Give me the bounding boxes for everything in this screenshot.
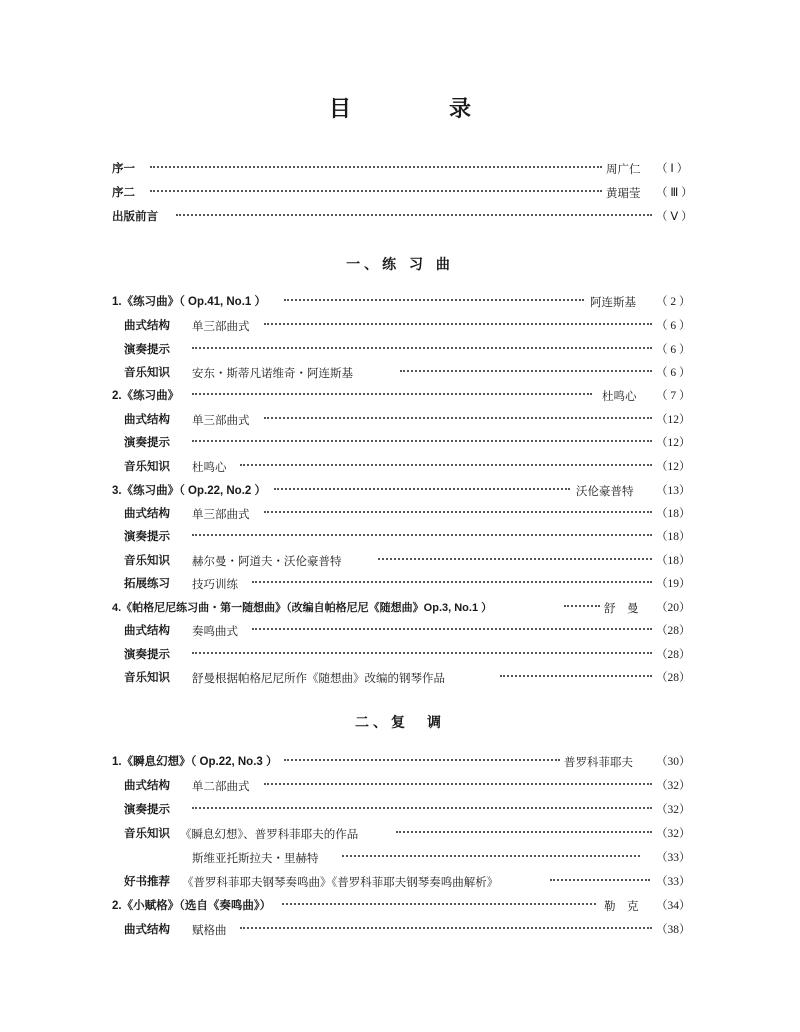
toc-entry[interactable] xyxy=(0,800,800,820)
dot-leader xyxy=(274,488,570,490)
section-heading: 一、练 习 曲 xyxy=(346,257,454,273)
toc-sub-label: 拓展练习 xyxy=(124,578,170,590)
toc-page: （33） xyxy=(656,852,691,864)
dot-leader xyxy=(252,628,652,630)
toc-page: （33） xyxy=(656,876,691,888)
toc-front-row[interactable] xyxy=(0,183,800,203)
toc-page: （19） xyxy=(656,578,691,590)
toc-label: 4.《帕格尼尼练习曲・第一随想曲》（改编自帕格尼尼《随想曲》Op.3, No.1 ） xyxy=(112,602,493,614)
dot-leader xyxy=(378,558,652,560)
toc-sub-label: 音乐知识 xyxy=(124,828,170,840)
toc-desc: 杜鸣心 xyxy=(192,460,227,474)
toc-sub-label: 音乐知识 xyxy=(124,461,170,473)
toc-page: （28） xyxy=(656,649,691,661)
toc-entry[interactable] xyxy=(0,340,800,360)
toc-entry[interactable] xyxy=(0,752,800,772)
toc-desc: 赋格曲 xyxy=(192,923,227,937)
toc-author: 阿连斯基 xyxy=(590,295,636,309)
toc-entry[interactable] xyxy=(0,410,800,430)
dot-leader xyxy=(192,807,652,809)
toc-label: 序二 xyxy=(112,187,135,199)
toc-page: （32） xyxy=(656,780,691,792)
toc-entry[interactable] xyxy=(0,504,800,524)
toc-desc: 单二部曲式 xyxy=(192,779,250,793)
toc-page: （ Ⅲ ） xyxy=(656,187,693,199)
toc-page: （38） xyxy=(656,924,691,936)
toc-entry[interactable] xyxy=(0,457,800,477)
toc-desc: 安东・斯蒂凡诺维奇・阿连斯基 xyxy=(192,366,353,380)
toc-entry[interactable] xyxy=(0,668,800,688)
dot-leader xyxy=(264,323,652,325)
toc-entry[interactable] xyxy=(0,848,800,868)
toc-entry[interactable] xyxy=(0,872,800,892)
toc-entry[interactable] xyxy=(0,386,800,406)
dot-leader xyxy=(264,783,652,785)
toc-desc: 奏鸣曲式 xyxy=(192,624,238,638)
toc-page: （ 7 ） xyxy=(656,390,691,402)
toc-entry[interactable] xyxy=(0,316,800,336)
toc-page: （34） xyxy=(656,900,691,912)
toc-author: 勒 克 xyxy=(604,899,639,913)
toc-front-row[interactable] xyxy=(0,207,800,227)
toc-sub-label: 曲式结构 xyxy=(124,320,170,332)
toc-sub-label: 曲式结构 xyxy=(124,924,170,936)
dot-leader xyxy=(150,166,602,168)
toc-page: （12） xyxy=(656,437,691,449)
dot-leader xyxy=(342,855,640,857)
toc-author: 周广仁 xyxy=(606,162,641,176)
toc-label: 2.《小赋格》（选自《奏鸣曲》） xyxy=(112,900,272,912)
dot-leader xyxy=(284,299,584,301)
toc-page: （ 6 ） xyxy=(656,367,691,379)
dot-leader xyxy=(396,831,652,833)
toc-label: 2.《练习曲》 xyxy=(112,390,180,402)
toc-page: （12） xyxy=(656,414,691,426)
dot-leader xyxy=(264,417,652,419)
toc-entry[interactable] xyxy=(0,598,800,618)
toc-label: 1.《练习曲》（ Op.41, No.1 ） xyxy=(112,296,266,308)
dot-leader xyxy=(240,927,652,929)
toc-page: （30） xyxy=(656,756,691,768)
toc-sub-label: 曲式结构 xyxy=(124,780,170,792)
toc-sub-label: 音乐知识 xyxy=(124,555,170,567)
dot-leader xyxy=(500,675,652,677)
dot-leader xyxy=(192,652,652,654)
toc-entry[interactable] xyxy=(0,896,800,916)
toc-label: 1.《瞬息幻想》（ Op.22, No.3 ） xyxy=(112,756,278,768)
toc-label: 出版前言 xyxy=(112,211,158,223)
toc-desc: 技巧训练 xyxy=(192,577,238,591)
dot-leader xyxy=(284,759,560,761)
toc-page: （13） xyxy=(656,485,691,497)
toc-label: 3.《练习曲》（ Op.22, No.2 ） xyxy=(112,485,266,497)
dot-leader xyxy=(264,511,652,513)
toc-entry[interactable] xyxy=(0,645,800,665)
toc-page: （28） xyxy=(656,625,691,637)
toc-entry[interactable] xyxy=(0,292,800,312)
toc-author: 杜鸣心 xyxy=(602,389,637,403)
dot-leader xyxy=(192,534,652,536)
toc-sub-label: 音乐知识 xyxy=(124,672,170,684)
section-heading: 二、复 调 xyxy=(355,715,445,731)
toc-sub-label: 演奏提示 xyxy=(124,649,170,661)
toc-front-row[interactable] xyxy=(0,159,800,179)
dot-leader xyxy=(240,464,652,466)
toc-page: （ 6 ） xyxy=(656,344,691,356)
toc-sub-label: 好书推荐 xyxy=(124,876,170,888)
toc-entry[interactable] xyxy=(0,621,800,641)
toc-sub-label: 曲式结构 xyxy=(124,508,170,520)
toc-entry[interactable] xyxy=(0,433,800,453)
toc-entry[interactable] xyxy=(0,574,800,594)
toc-entry[interactable] xyxy=(0,481,800,501)
dot-leader xyxy=(192,393,592,395)
toc-page: （32） xyxy=(656,804,691,816)
dot-leader xyxy=(176,214,652,216)
toc-page: （18） xyxy=(656,531,691,543)
toc-entry[interactable] xyxy=(0,920,800,940)
page-title: 目 录 xyxy=(328,96,509,122)
toc-page: （12） xyxy=(656,461,691,473)
toc-sub-label: 曲式结构 xyxy=(124,414,170,426)
toc-page: （ 2 ） xyxy=(656,296,691,308)
toc-sub-label: 曲式结构 xyxy=(124,625,170,637)
toc-desc: 单三部曲式 xyxy=(192,507,250,521)
dot-leader xyxy=(192,347,652,349)
toc-desc: 单三部曲式 xyxy=(192,413,250,427)
dot-leader xyxy=(150,190,602,192)
toc-desc: 《瞬息幻想》、普罗科菲耶夫的作品 xyxy=(180,827,359,841)
dot-leader xyxy=(550,879,650,881)
toc-entry[interactable] xyxy=(0,527,800,547)
toc-desc: 单三部曲式 xyxy=(192,319,250,333)
toc-page: （ Ⅰ ） xyxy=(656,163,689,175)
toc-entry[interactable] xyxy=(0,551,800,571)
toc-page: （28） xyxy=(656,672,691,684)
toc-desc: 《普罗科菲耶夫钢琴奏鸣曲》《普罗科菲耶夫钢琴奏鸣曲解析》 xyxy=(182,875,499,889)
toc-entry[interactable] xyxy=(0,363,800,383)
toc-desc: 斯维亚托斯拉夫・里赫特 xyxy=(192,851,319,865)
toc-page: （32） xyxy=(656,828,691,840)
toc-page: （18） xyxy=(656,508,691,520)
toc-desc: 赫尔曼・阿道夫・沃伦豪普特 xyxy=(192,554,342,568)
toc-sub-label: 演奏提示 xyxy=(124,344,170,356)
toc-sub-label: 演奏提示 xyxy=(124,804,170,816)
toc-label: 序一 xyxy=(112,163,135,175)
toc-page: （18） xyxy=(656,555,691,567)
toc-page: （20） xyxy=(656,602,691,614)
toc-author: 沃伦豪普特 xyxy=(576,484,634,498)
toc-sub-label: 音乐知识 xyxy=(124,367,170,379)
toc-author: 普罗科菲耶夫 xyxy=(564,755,633,769)
toc-page: （ 6 ） xyxy=(656,320,691,332)
toc-author: 舒 曼 xyxy=(604,601,639,615)
toc-desc: 舒曼根据帕格尼尼所作《随想曲》改编的钢琴作品 xyxy=(192,671,445,685)
toc-author: 黄瑂莹 xyxy=(606,186,641,200)
dot-leader xyxy=(282,903,596,905)
toc-sub-label: 演奏提示 xyxy=(124,437,170,449)
dot-leader xyxy=(192,440,652,442)
toc-entry[interactable] xyxy=(0,824,800,844)
toc-sub-label: 演奏提示 xyxy=(124,531,170,543)
dot-leader xyxy=(400,370,652,372)
toc-page: （ Ⅴ ） xyxy=(656,211,693,223)
dot-leader xyxy=(564,605,600,607)
toc-entry[interactable] xyxy=(0,776,800,796)
dot-leader xyxy=(252,581,652,583)
